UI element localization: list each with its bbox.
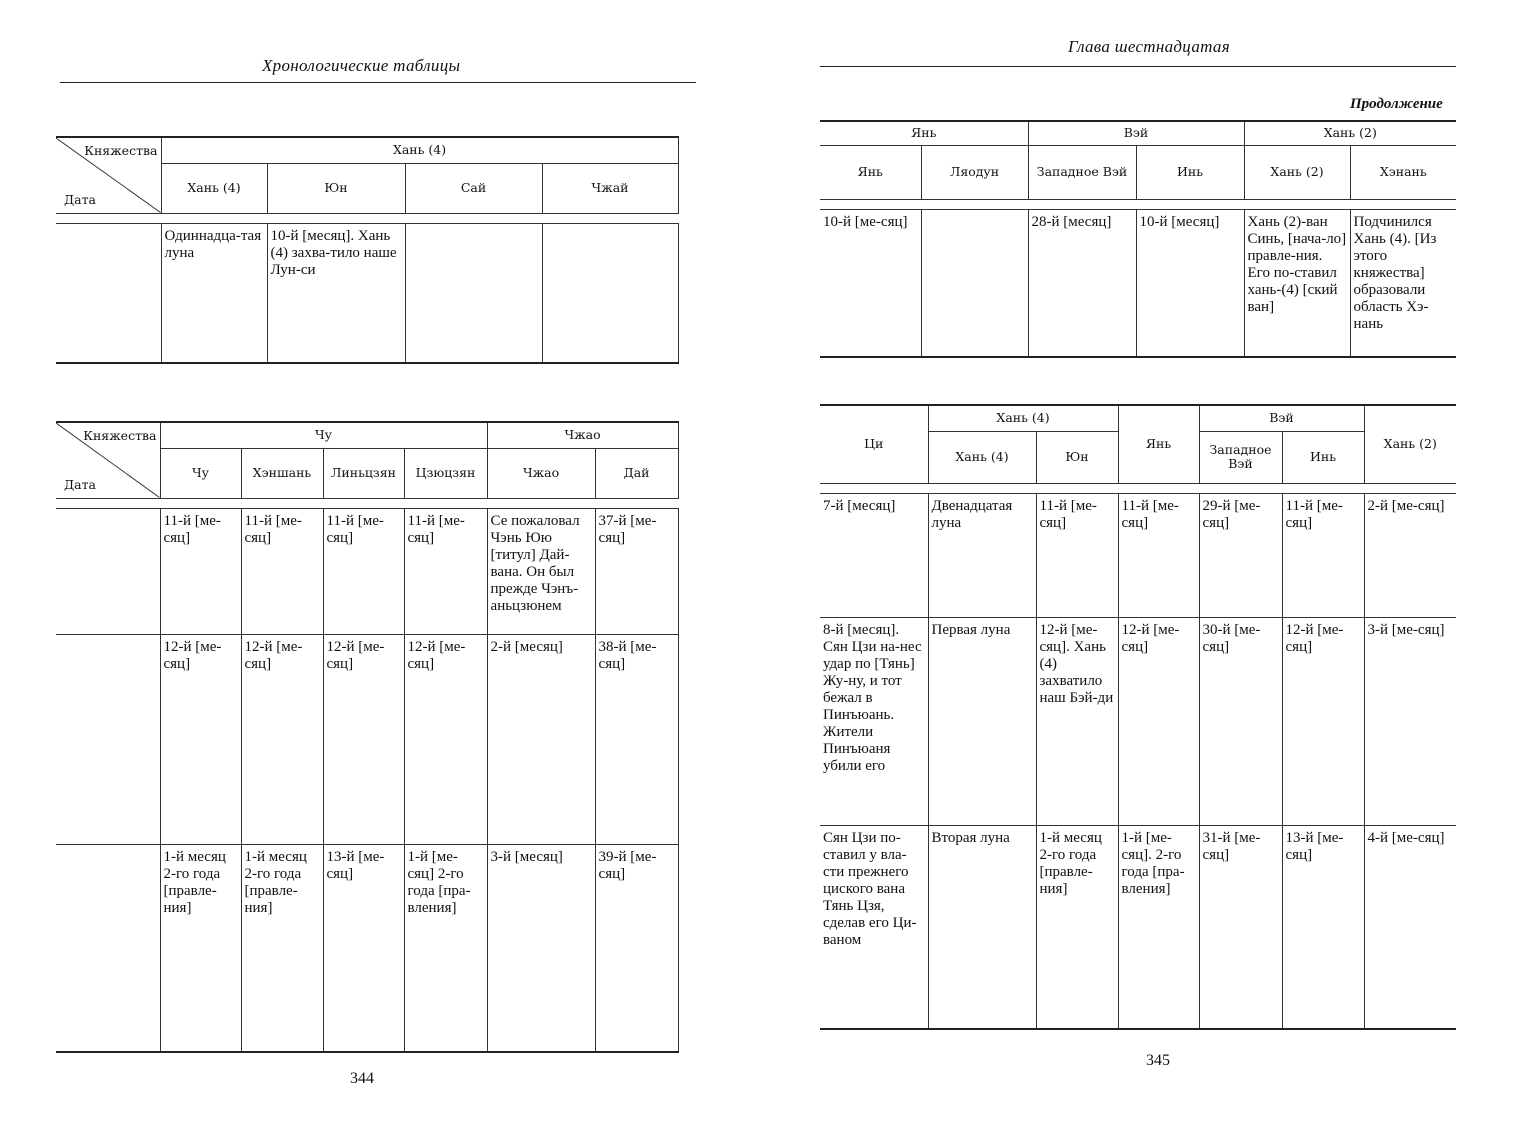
left-table1-header-zhai: Чжай [542,163,678,213]
table-cell: 13-й [ме-сяц] [323,844,404,1052]
table-cell [405,223,542,363]
right-page [764,0,1528,1144]
left-table2-header-dai: Дай [595,448,678,498]
right-table2-header-han2: Хань (2) [1364,405,1456,483]
table-cell: 2-й [месяц] [487,634,595,844]
right-table1-group-han2: Хань (2) [1244,121,1456,145]
right-running-head: Глава шестнадцатая [1068,37,1230,56]
table-cell: Вторая луна [928,825,1036,1029]
left-table1-date-cell [56,223,161,363]
table-cell: 7-й [месяц] [820,493,928,617]
table-cell: Подчинился Хань (4). [Из этого княжества] образовали область Хэ-нань [1350,209,1456,357]
left-table1-header-sai: Сай [405,163,542,213]
corner-label-principalities: Княжества [84,143,158,158]
table-cell: 12-й [ме-сяц] [1282,617,1364,825]
table-cell: Первая луна [928,617,1036,825]
corner-label-principalities: Княжества [83,428,157,443]
table-cell-date [56,844,160,1052]
right-table-1 [820,120,1456,358]
table-cell: 10-й [ме-сяц] [820,209,921,357]
table-cell: 10-й [месяц]. Хань (4) захва-тило наше Лун-си [267,223,405,363]
right-table1-header-han2: Хань (2) [1244,145,1350,199]
table-cell: 28-й [месяц] [1028,209,1136,357]
left-table1-header-yun: Юн [267,163,405,213]
left-table1-group-han4: Хань (4) [161,137,678,163]
table-cell: 12-й [ме-сяц]. Хань (4) захватило наш Бэй-ди [1036,617,1118,825]
table-cell: 11-й [ме-сяц] [1282,493,1364,617]
table-cell: 11-й [ме-сяц] [1036,493,1118,617]
table-cell: 30-й [ме-сяц] [1199,617,1282,825]
right-table2-header-yin: Инь [1282,431,1364,483]
left-table2-header-linjiang: Линьцзян [323,448,404,498]
right-table1-group-wei: Вэй [1028,121,1244,145]
table-cell: 38-й [ме-сяц] [595,634,678,844]
table-cell: 31-й [ме-сяц] [1199,825,1282,1029]
table-cell: 11-й [ме-сяц] [1118,493,1199,617]
right-table2-header-qi: Ци [820,405,928,483]
right-table1-header-liaodong: Ляодун [921,145,1028,199]
right-table1-header-yin: Инь [1136,145,1244,199]
right-table2-header-han4: Хань (4) [928,431,1036,483]
right-table1-header-henan: Хэнань [1350,145,1456,199]
table-cell: 11-й [ме-сяц] [404,508,487,634]
table-cell: 3-й [месяц] [487,844,595,1052]
table-cell: 1-й месяц 2-го года [правле-ния] [160,844,241,1052]
table-cell: 12-й [ме-сяц] [241,634,323,844]
table-cell: 11-й [ме-сяц] [241,508,323,634]
right-table2-header-yun: Юн [1036,431,1118,483]
left-table2-header-zhao: Чжао [487,448,595,498]
left-running-head: Хронологические таблицы [262,56,461,75]
table-cell: Сян Цзи по-ставил у вла-сти прежнего циского вана Тянь Цзя, сделав его Ци-ваном [820,825,928,1029]
left-table2-header-chu: Чу [160,448,241,498]
right-table2-header-western-wei: Западное Вэй [1199,431,1282,483]
table-cell: 4-й [ме-сяц] [1364,825,1456,1029]
table-cell-date [56,508,160,634]
table-cell: 8-й [месяц]. Сян Цзи на-нес удар по [Тянь] Жу-ну, и тот бежал в Пинъюань. Жители Пинъюаня убили его [820,617,928,825]
right-table2-group-han4: Хань (4) [928,405,1118,431]
left-table2-group-chu: Чу [160,422,487,448]
right-table2-gap [820,483,1456,493]
right-table1-gap [820,199,1456,209]
table-cell [542,223,678,363]
left-table2-header-jiujiang: Цзюцзян [404,448,487,498]
left-table1-header-han4: Хань (4) [161,163,267,213]
table-cell: 39-й [ме-сяц] [595,844,678,1052]
left-table2-header-hengshan: Хэншань [241,448,323,498]
table-cell: 1-й месяц 2-го года [правле-ния] [241,844,323,1052]
corner-label-date: Дата [64,191,96,207]
table-cell: Одиннадца-тая луна [161,223,267,363]
table-cell: Хань (2)-ван Синь, [нача-ло] правле-ния. Его по-ставил хань-(4) [ский ван] [1244,209,1350,357]
continuation-label: Продолжение [1350,96,1443,112]
table-cell: Двенадцатая луна [928,493,1036,617]
left-table-1 [56,136,679,364]
table-cell: 11-й [ме-сяц] [323,508,404,634]
table-cell: 12-й [ме-сяц] [323,634,404,844]
left-table2-corner [56,422,160,498]
table-cell: 12-й [ме-сяц] [404,634,487,844]
left-page-number: 344 [350,1070,374,1087]
table-cell: 1-й месяц 2-го года [правле-ния] [1036,825,1118,1029]
left-table1-gap [56,213,678,223]
left-table-2 [56,421,679,1053]
table-cell: 37-й [ме-сяц] [595,508,678,634]
table-cell: 11-й [ме-сяц] [160,508,241,634]
table-cell: 1-й [ме-сяц] 2-го года [пра-вления] [404,844,487,1052]
table-cell-date [56,634,160,844]
left-table2-group-zhao: Чжао [487,422,678,448]
table-cell: 12-й [ме-сяц] [1118,617,1199,825]
table-cell: Се пожаловал Чэнь Юю [титул] Дай-вана. Он был прежде Чэнъ-аньцзюнем [487,508,595,634]
right-table1-header-western-wei: Западное Вэй [1028,145,1136,199]
table-cell: 10-й [месяц] [1136,209,1244,357]
corner-label-date: Дата [64,476,96,492]
right-table2-header-yan: Янь [1118,405,1199,483]
table-cell: 12-й [ме-сяц] [160,634,241,844]
table-cell: 3-й [ме-сяц] [1364,617,1456,825]
table-cell [921,209,1028,357]
table-cell: 29-й [ме-сяц] [1199,493,1282,617]
left-table1-corner [56,137,161,213]
table-cell: 2-й [ме-сяц] [1364,493,1456,617]
table-cell: 1-й [ме-сяц]. 2-го года [пра-вления] [1118,825,1199,1029]
right-table2-group-wei: Вэй [1199,405,1364,431]
table-cell: 13-й [ме-сяц] [1282,825,1364,1029]
right-table-2 [820,404,1456,1030]
right-head-rule [820,66,1456,67]
right-table1-header-yan: Янь [820,145,921,199]
left-table2-gap [56,498,678,508]
right-table1-group-yan: Янь [820,121,1028,145]
left-head-rule [60,82,696,83]
right-page-number: 345 [1146,1052,1170,1069]
